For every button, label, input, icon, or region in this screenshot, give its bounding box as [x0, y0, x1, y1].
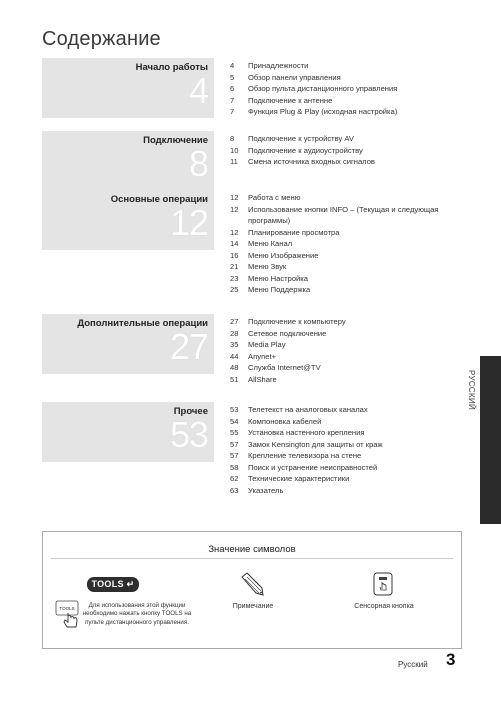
toc-entry-text: Смена источника входных сигналов [248, 157, 375, 166]
toc-entry[interactable] [230, 83, 460, 95]
toc-entry-text: Использование кнопки INFO – (Текущая и следующая программы) [248, 204, 439, 225]
section-entries [230, 60, 460, 118]
toc-entry-text: Работа с меню [248, 193, 301, 202]
toc-entry-page: 48 [230, 363, 239, 372]
toc-entry-page: 21 [230, 262, 239, 271]
section-header-box [42, 402, 214, 462]
toc-entry-page: 58 [230, 462, 239, 472]
toc-entry-page: 27 [230, 317, 239, 326]
toc-entry[interactable] [230, 374, 460, 386]
toc-entry-text: Установка настенного крепления [248, 428, 365, 437]
toc-entry[interactable] [230, 416, 460, 428]
toc-entry-page: 28 [230, 328, 239, 338]
section-header-box [42, 58, 214, 118]
toc-entry-page: 7 [230, 107, 235, 116]
section-entries [230, 316, 460, 385]
section-title: Прочее [173, 406, 208, 417]
toc-entry-text: Служба Internet@TV [248, 363, 321, 372]
toc-entry[interactable] [230, 192, 460, 204]
toc-entry-page: 12 [230, 227, 239, 237]
toc-entry[interactable] [230, 238, 460, 250]
section-header-box [42, 131, 214, 191]
toc-entry[interactable] [230, 284, 460, 296]
toc-entry-text: Меню Настройка [248, 273, 309, 283]
toc-entry-page: 6 [230, 84, 235, 93]
toc-entry[interactable] [230, 227, 460, 239]
toc-entry-text: Меню Изображение [248, 250, 319, 260]
toc-entry[interactable] [230, 473, 460, 485]
section-header-box [42, 190, 214, 250]
toc-entry-text: Технические характеристики [248, 474, 350, 483]
toc-entry[interactable] [230, 72, 460, 84]
toc-entry-text: Поиск и устранение неисправностей [248, 462, 378, 472]
section-header-box [42, 314, 214, 374]
toc-entry-text: Anynet+ [248, 351, 277, 361]
section-title: Дополнительные операции [77, 318, 208, 329]
toc-entry[interactable] [230, 450, 460, 462]
toc-entry-text: Сетевое подключение [248, 328, 327, 338]
toc-entry-page: 25 [230, 285, 239, 294]
language-tab-label: РУССКИЙ [467, 370, 476, 411]
toc-entry[interactable] [230, 328, 460, 340]
toc-entry-text: Принадлежности [248, 61, 309, 70]
toc-entry[interactable] [230, 106, 460, 118]
toc-entry-page: 44 [230, 351, 239, 361]
symbols-legend-box [42, 531, 462, 649]
section-title: Подключение [143, 135, 208, 146]
section-entries [230, 192, 460, 296]
toc-entry-text: Замок Kensington для защиты от краж [248, 439, 383, 449]
toc-entry[interactable] [230, 204, 460, 227]
toc-entry[interactable] [230, 316, 460, 328]
toc-entry-page: 53 [230, 405, 239, 414]
toc-entry-page: 16 [230, 250, 239, 260]
toc-entry[interactable] [230, 156, 460, 168]
toc-entry-page: 8 [230, 134, 235, 143]
tools-description: Для использования этой функции необходимо нажать кнопку TOOLS на пульте дистанционного управления. [82, 602, 192, 626]
toc-entry-page: 5 [230, 72, 235, 82]
toc-entry-page: 4 [230, 61, 235, 70]
section-entries [230, 404, 460, 496]
page-title: Содержание [42, 28, 161, 50]
toc-entry-page: 11 [230, 157, 238, 166]
language-tab [480, 356, 501, 524]
toc-entry-text: Телетекст на аналоговых каналах [248, 405, 368, 414]
toc-entry-page: 10 [230, 145, 239, 155]
section-start-page: 53 [169, 414, 208, 455]
toc-entry[interactable] [230, 273, 460, 285]
touch-button-label: Сенсорная кнопка [354, 603, 414, 610]
note-pencil-icon [239, 571, 265, 597]
toc-entry-text: Подключение к аудиоустройству [248, 145, 363, 155]
toc-entry-page: 14 [230, 239, 239, 248]
toc-entry-text: Компоновка кабелей [248, 416, 322, 426]
toc-entry-page: 57 [230, 439, 239, 449]
toc-entry[interactable] [230, 362, 460, 374]
section-start-page: 8 [188, 143, 208, 184]
toc-entry-text: Media Play [248, 340, 286, 349]
toc-entry-page: 51 [230, 374, 239, 384]
toc-entry-page: 55 [230, 428, 239, 437]
toc-entry-page: 12 [230, 204, 239, 214]
footer-language: Русский [398, 660, 428, 669]
toc-entry[interactable] [230, 133, 460, 145]
toc-entry[interactable] [230, 462, 460, 474]
tools-badge-label: TOOLS [91, 579, 124, 589]
section-start-page: 4 [188, 70, 208, 111]
toc-entry[interactable] [230, 339, 460, 351]
section-title: Основные операции [110, 194, 208, 205]
toc-entry-text: Меню Канал [248, 239, 293, 248]
toc-entry-text: Меню Звук [248, 262, 287, 271]
toc-entry-page: 62 [230, 474, 239, 483]
toc-entry[interactable] [230, 250, 460, 262]
toc-entry-page: 7 [230, 95, 235, 105]
toc-entry-text: Подключение к устройству AV [248, 134, 354, 143]
toc-entry[interactable] [230, 261, 460, 273]
remote-hand-icon [55, 600, 81, 630]
symbols-title: Значение символов [208, 544, 296, 555]
tools-return-icon: ↵ [123, 579, 135, 589]
toc-entry-text: AllShare [248, 374, 277, 384]
section-start-page: 12 [169, 202, 208, 243]
section-entries [230, 133, 460, 168]
section-start-page: 27 [169, 326, 208, 367]
toc-entry-page: 23 [230, 273, 239, 283]
remote-tools-caption: TOOLS [59, 606, 75, 611]
toc-entry-text: Подключение к антенне [248, 95, 333, 105]
toc-entry-text: Функция Plug & Play (исходная настройка) [248, 107, 398, 116]
symbols-divider [51, 558, 453, 559]
toc-entry-text: Планирование просмотра [248, 227, 340, 237]
toc-entry[interactable] [230, 60, 460, 72]
toc-entry[interactable] [230, 145, 460, 157]
toc-entry-page: 57 [230, 451, 239, 460]
toc-entry-text: Крепление телевизора на стене [248, 451, 362, 460]
note-label: Примечание [232, 603, 274, 610]
toc-entry[interactable] [230, 351, 460, 363]
toc-entry[interactable] [230, 404, 460, 416]
toc-entry-text: Подключение к компьютеру [248, 317, 346, 326]
toc-entry[interactable] [230, 95, 460, 107]
toc-entry[interactable] [230, 485, 460, 497]
footer-page-number: 3 [446, 650, 456, 669]
toc-entry[interactable] [230, 427, 460, 439]
toc-entry-text: Обзор пульта дистанционного управления [248, 84, 398, 93]
section-title: Начало работы [135, 62, 208, 73]
tools-badge [87, 577, 139, 592]
touch-button-icon [373, 572, 393, 596]
toc-entry-page: 63 [230, 485, 239, 495]
toc-entry-page: 35 [230, 340, 239, 349]
toc-entry-text: Указатель [248, 485, 284, 495]
toc-entry-page: 12 [230, 193, 239, 202]
toc-entry-text: Меню Поддержка [248, 285, 311, 294]
toc-entry-text: Обзор панели управления [248, 72, 341, 82]
toc-entry[interactable] [230, 439, 460, 451]
toc-entry-page: 54 [230, 416, 239, 426]
